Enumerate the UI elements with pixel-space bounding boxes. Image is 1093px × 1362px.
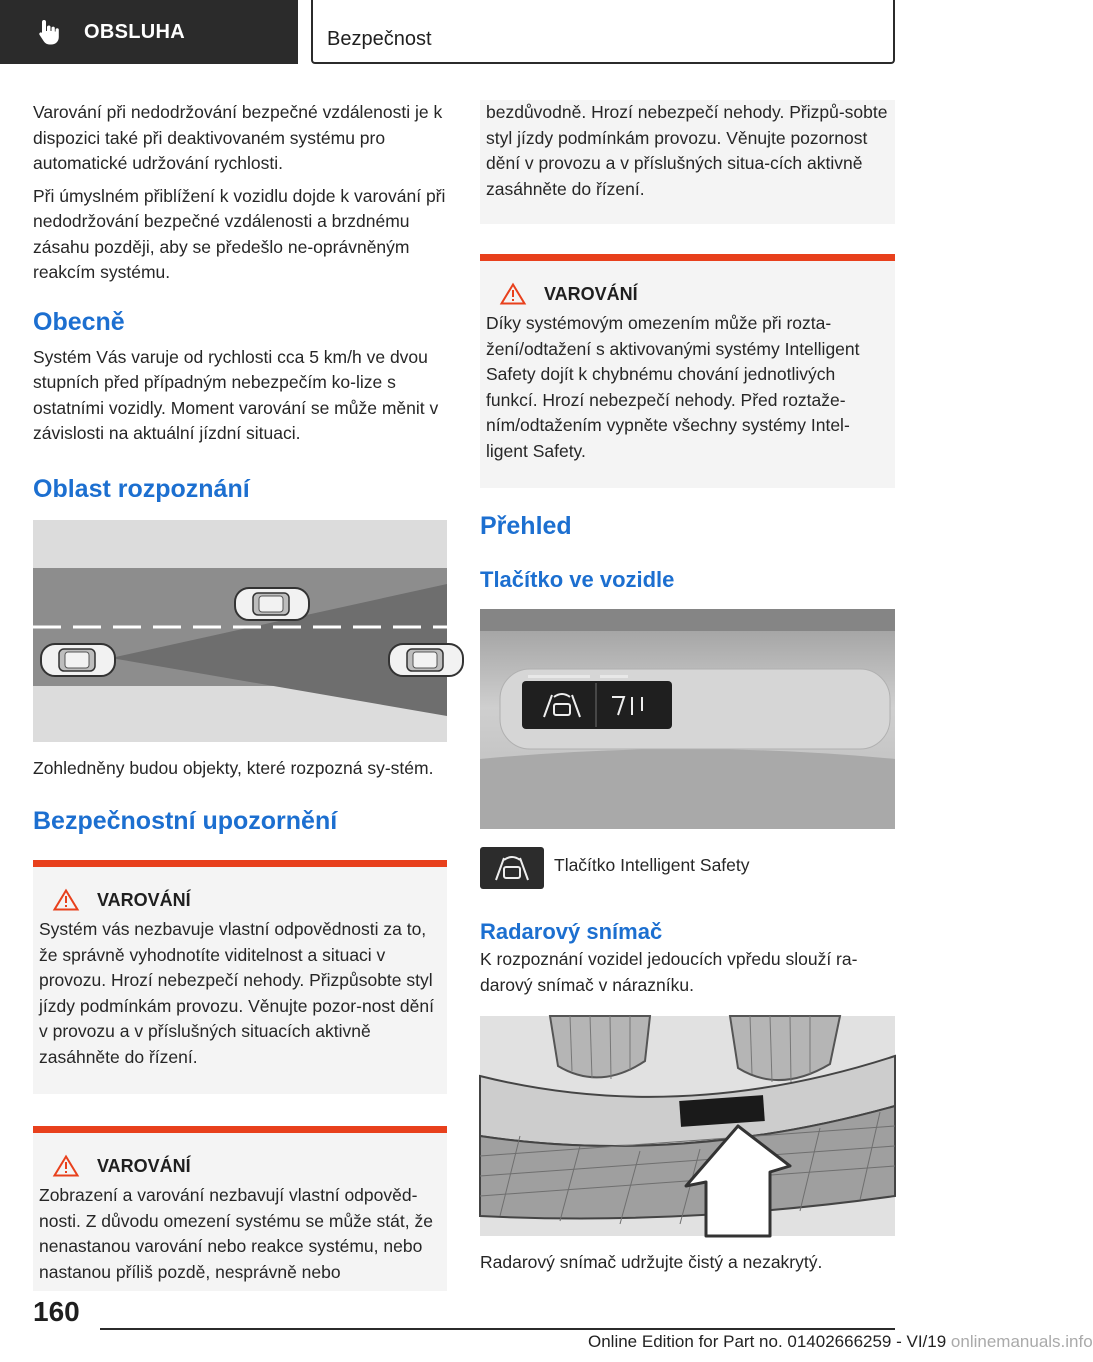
footer-watermark: onlinemanuals.info [950,1332,1093,1351]
warning-text: bezdůvodně. Hrozí nebezpečí nehody. Přizpů‐sobte styl jízdy podmínkám provozu. Věnujte pozornost dění v provozu a v příslušných situa‐cích aktivně zasáhněte do řízení. [486,102,888,199]
warning-box [33,1126,447,1291]
warning-triangle-icon [500,283,526,305]
heading-button-in-vehicle: Tlačítko ve vozidle [480,567,675,592]
heading-overview: Přehled [480,512,572,540]
heading-general: Obecně [33,307,125,336]
footer-divider [100,1328,895,1330]
warning-triangle-icon [53,889,79,911]
button-caption-row [480,847,895,889]
paragraph: K rozpoznání vozidel jedoucích vpředu slouží ra‐darový snímač v nárazníku. [480,949,858,995]
intelligent-safety-button-icon [480,847,544,889]
section-tab-label: OBSLUHA [84,20,185,43]
heading-detection-area: Oblast rozpoznání [33,474,250,503]
warning-text: Zobrazení a varování nezbavují vlastní odpověd‐nosti. Z důvodu omezení systému se může stát, že nenastanou varování nebo reakce systému, nebo nastanou příliš pozdě, nesprávně nebo [39,1185,433,1282]
warning-title: VAROVÁNÍ [486,283,889,305]
paragraph: Varování při nedodržování bezpečné vzdálenosti je k dispozici také při deaktivovaném systému pro automatické udržování rychlosti. [33,102,443,173]
section-tab [0,0,298,64]
warning-box [33,860,447,1094]
right-column [480,100,895,1276]
chapter-title: Bezpečnost [311,0,895,64]
car-illustration [235,588,309,620]
warning-triangle-icon [53,1155,79,1177]
paragraph: Při úmyslném přiblížení k vozidlu dojde k varování při nedodržování bezpečné vzdálenosti a brzdnému zásahu později, aby se předešlo ne‐oprávněným reakcím systému. [33,185,446,282]
button-caption: Tlačítko Intelligent Safety [554,855,750,875]
footer-edition: Online Edition for Part no. 01402666259 - VI/19 onlinemanuals.info [588,1332,1093,1351]
button-panel-photo [480,609,895,829]
warning-box [480,254,895,488]
detection-area-illustration [33,520,447,742]
radar-caption: Radarový snímač udržujte čistý a nezakrytý. [480,1252,823,1272]
left-column [33,100,447,1291]
warning-text: Díky systémovým omezením může při rozta‐žení/odtažení s aktivovanými systémy Intelligent Safety dojít k chybnému chování jednotlivých funkcí. Hrozí nebezpečí nehody. Před roztaže‐ním/odtažením vypněte všechny systémy Intel‐ligent Safety. [486,313,860,461]
heading-safety-notes: Bezpečnostní upozornění [33,807,338,835]
figure-caption: Zohledněny budou objekty, které rozpozná sy‐stém. [33,757,434,778]
warning-text: Systém vás nezbavuje vlastní odpovědnosti za to, že správně vyhodnotíte viditelnost a situaci v provozu. Hrozí nebezpečí nehody. Přizpůsobte styl jízdy podmínkám provozu. Věnujte pozor‐nost dění v provozu a v příslušných situacích aktivně zasáhněte do řízení. [39,919,434,1067]
hand-icon [38,18,62,46]
warning-box-continued [480,100,895,224]
heading-radar-sensor: Radarový snímač [480,919,663,944]
radar-sensor-illustration [480,1016,895,1236]
paragraph: Systém Vás varuje od rychlosti cca 5 km/h ve dvou stupních před případným nebezpečím ko‐lize s ostatními vozidly. Moment varování se může měnit v závislosti na aktuální jízdní situaci. [33,346,439,443]
warning-title: VAROVÁNÍ [39,889,441,911]
page-number: 160 [33,1296,80,1327]
warning-title: VAROVÁNÍ [39,1155,441,1177]
